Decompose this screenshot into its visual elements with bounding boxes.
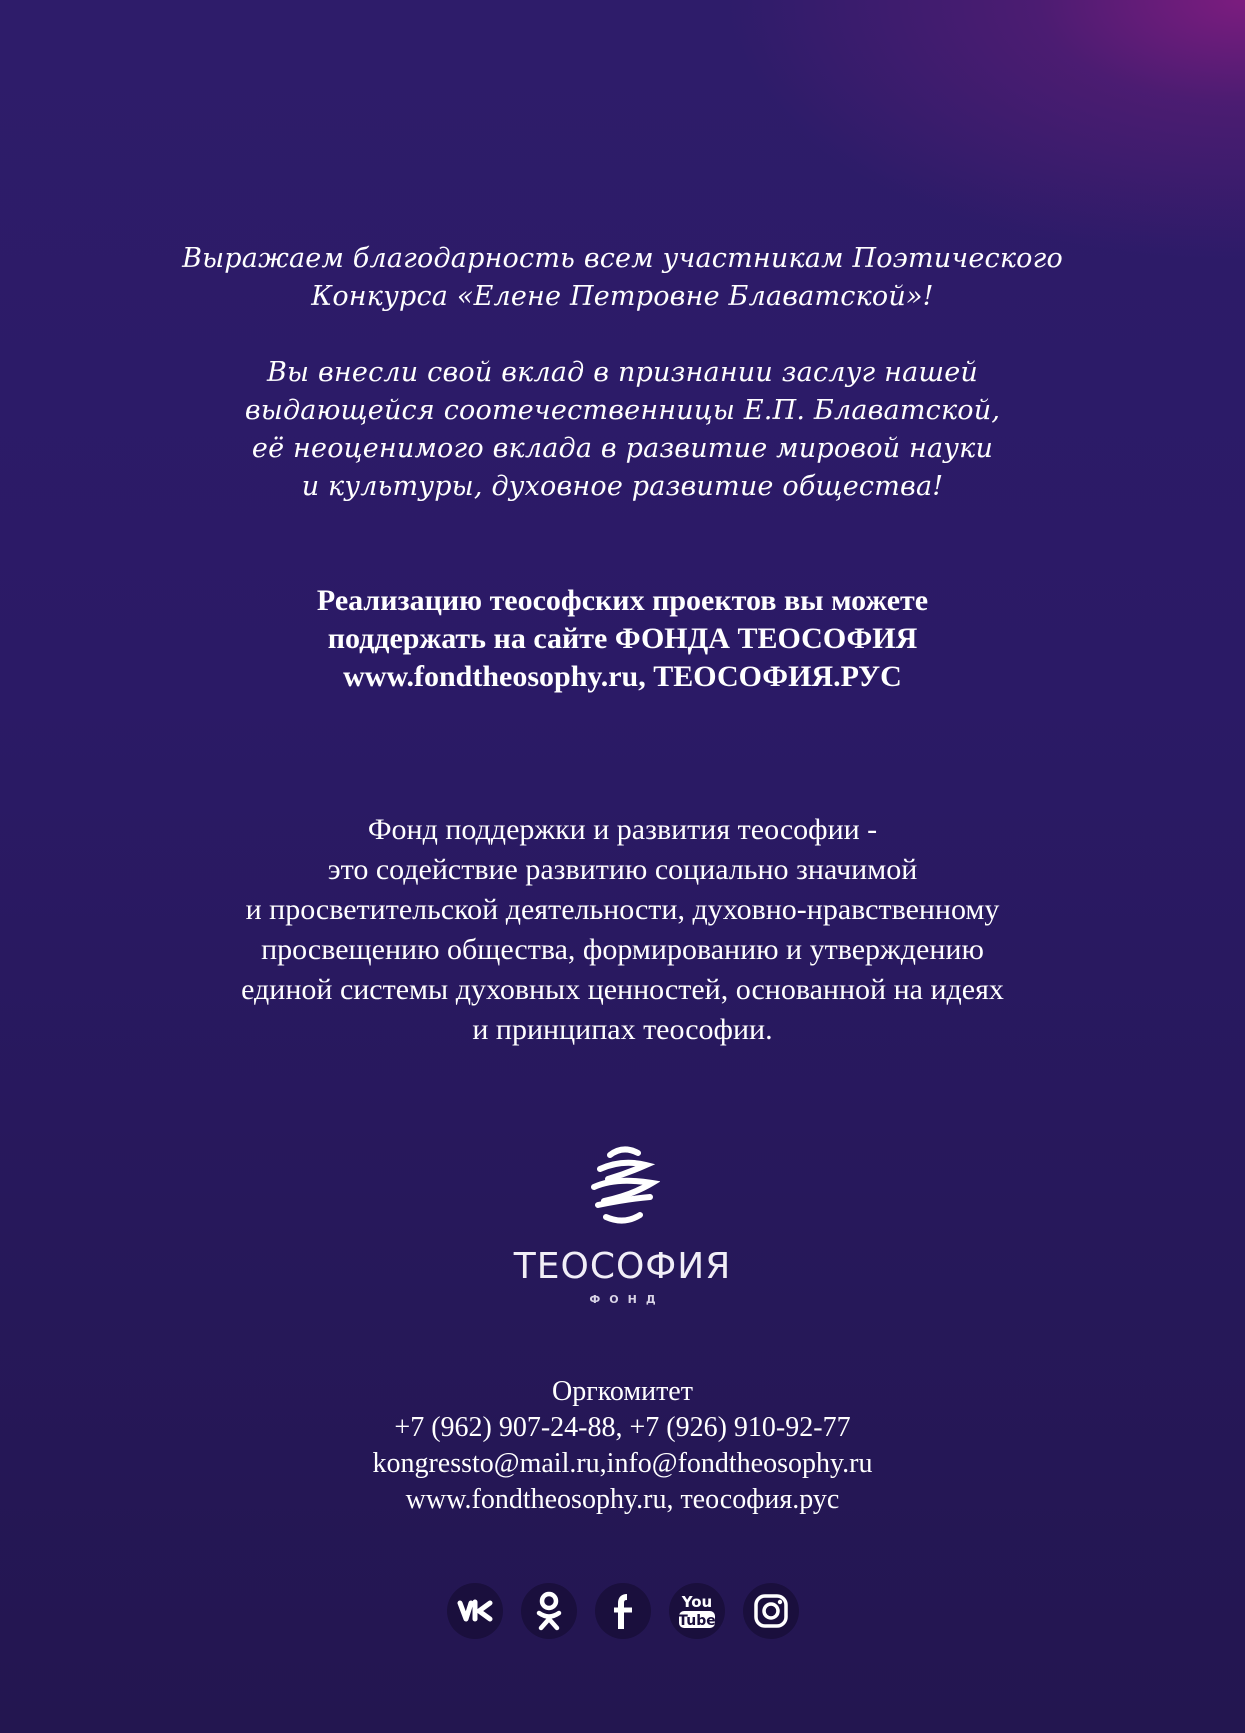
vk-button[interactable] bbox=[447, 1583, 503, 1639]
youtube-icon bbox=[675, 1591, 719, 1631]
thanks-message bbox=[0, 240, 1245, 506]
thanks-line: и культуры, духовное развитие общества! bbox=[301, 471, 944, 502]
odnoklassniki-icon bbox=[535, 1591, 563, 1631]
instagram-button[interactable] bbox=[743, 1583, 799, 1639]
social-links bbox=[0, 1583, 1245, 1639]
about-line: это содействие развитию социально значимой bbox=[327, 853, 918, 886]
support-line: Реализацию теософских проектов вы можете bbox=[316, 584, 929, 617]
odnoklassniki-button[interactable] bbox=[521, 1583, 577, 1639]
contacts-sites[interactable]: www.fondtheosophy.ru, теософия.рус bbox=[405, 1484, 840, 1515]
thanks-line: её неоценимого вклада в развитие мировой науки bbox=[251, 433, 994, 464]
about-line: и просветительской деятельности, духовно-нравственному bbox=[245, 893, 1000, 926]
contacts-heading: Оргкомитет bbox=[552, 1376, 693, 1407]
thanks-line: Конкурса «Елене Петровне Блаватской»! bbox=[311, 281, 934, 312]
vk-icon bbox=[457, 1599, 493, 1623]
contacts-emails[interactable]: kongressto@mail.ru,info@fondtheosophy.ru bbox=[372, 1448, 873, 1479]
spacer bbox=[0, 316, 1245, 354]
about-line: Фонд поддержки и развития теософии - bbox=[367, 813, 878, 846]
svg-text:You: You bbox=[681, 1593, 712, 1611]
contacts-block bbox=[0, 1374, 1245, 1518]
about-line: и принципах теософии. bbox=[472, 1013, 773, 1046]
about-line: единой системы духовных ценностей, основанной на идеях bbox=[241, 973, 1004, 1006]
support-line: поддержать на сайте ФОНДА ТЕОСОФИЯ bbox=[327, 622, 918, 655]
logo-subtitle: ФОНД bbox=[589, 1293, 665, 1306]
contacts-phones: +7 (962) 907-24-88, +7 (926) 910-92-77 bbox=[394, 1412, 851, 1443]
thanks-line: Выражаем благодарность всем участникам Поэтического bbox=[182, 243, 1063, 274]
logo-title: ТЕОСОФИЯ bbox=[513, 1246, 732, 1287]
thanks-line: Вы внесли свой вклад в признании заслуг нашей bbox=[266, 357, 979, 388]
facebook-icon bbox=[611, 1591, 635, 1631]
thanks-line: выдающейся соотечественницы Е.П. Блаватской, bbox=[244, 395, 1001, 426]
globe-icon bbox=[586, 1143, 660, 1229]
youtube-button[interactable] bbox=[669, 1583, 725, 1639]
theosophy-logo bbox=[0, 1143, 1245, 1306]
support-line: www.fondtheosophy.ru, ТЕОСОФИЯ.РУС bbox=[343, 660, 902, 693]
instagram-icon bbox=[753, 1593, 789, 1629]
svg-text:Tube: Tube bbox=[677, 1613, 716, 1629]
foundation-description bbox=[0, 810, 1245, 1050]
facebook-button[interactable] bbox=[595, 1583, 651, 1639]
about-line: просвещению общества, формированию и утверждению bbox=[261, 933, 984, 966]
support-message bbox=[0, 582, 1245, 696]
